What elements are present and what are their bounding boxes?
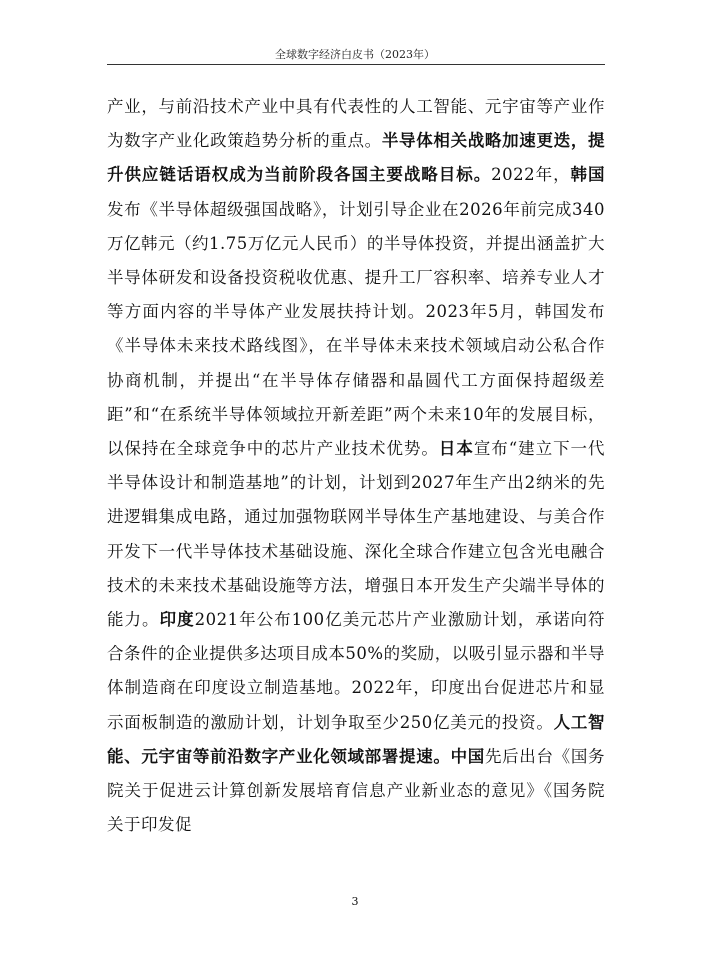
page-number: 3 [351,895,359,908]
bold-text-segment: 韩国 [570,165,606,185]
header-rule [107,64,605,65]
text-segment: 发布《半导体超级强国战略》，计划引导企业在2026年前完成340万亿韩元（约1.75万亿元人民币）的半导体投资，并提出涵盖扩大半导体研发和设备投资税收优惠、提升工厂容积率、培养专业人才等方面内容的半导体产业发展扶持计划。2023年5月，韩国发布《半导体未来技术路线图》，在半导体未来技术领域启动公私合作协商机制，并提出“在半导体存储器和晶圆代工方面保持超级差距”和“在系统半导体领域拉开新差距”两个未来10年的发展目标，以保持在全球竞争中的芯片产业技术优势。 [107,199,605,459]
text-segment: 宣布“建立下一代半导体设计和制造基地”的计划，计划到2027年生产出2纳米的先进逻辑集成电路，通过加强物联网半导体生产基地建设、与美合作开发下一代半导体技术基础设施、深化全球合作建立包含光电融合技术的未来技术基础设施等方法，增强日本开发生产尖端半导体的能力。 [107,439,606,630]
header-title: 全球数字经济白皮书（2023年） [275,48,435,61]
text-segment: 2021年公布100亿美元芯片产业激励计划，承诺向符合条件的企业提供多达项目成本50%的奖励，以吸引显示器和半导体制造商在印度设立制造基地。2022年，印度出台促进芯片和显示面板制造的激励计划，计划争取至少250亿美元的投资。 [107,610,605,732]
bold-text-segment: 印度 [159,610,195,630]
body-text [107,90,605,842]
paragraph [107,90,605,842]
text-segment: 先后出台《国务院关于促进云计算创新发展培育信息产业新业态的意见》《国务院关于印发促 [107,746,606,835]
bold-text-segment: 中国 [450,746,485,766]
text-segment: 2022年， [491,165,571,185]
bold-text-segment: 半导体相关战略加速更迭，提升供应链话语权成为当前阶段各国主要战略目标。 [107,131,606,185]
text-segment: 产业，与前沿技术产业中具有代表性的人工智能、元宇宙等产业作为数字产业化政策趋势分析的重点。 [107,97,605,151]
bold-text-segment: 日本 [438,439,474,459]
bold-text-segment: 人工智能、元宇宙等前沿数字产业化领域部署提速。 [107,712,606,766]
